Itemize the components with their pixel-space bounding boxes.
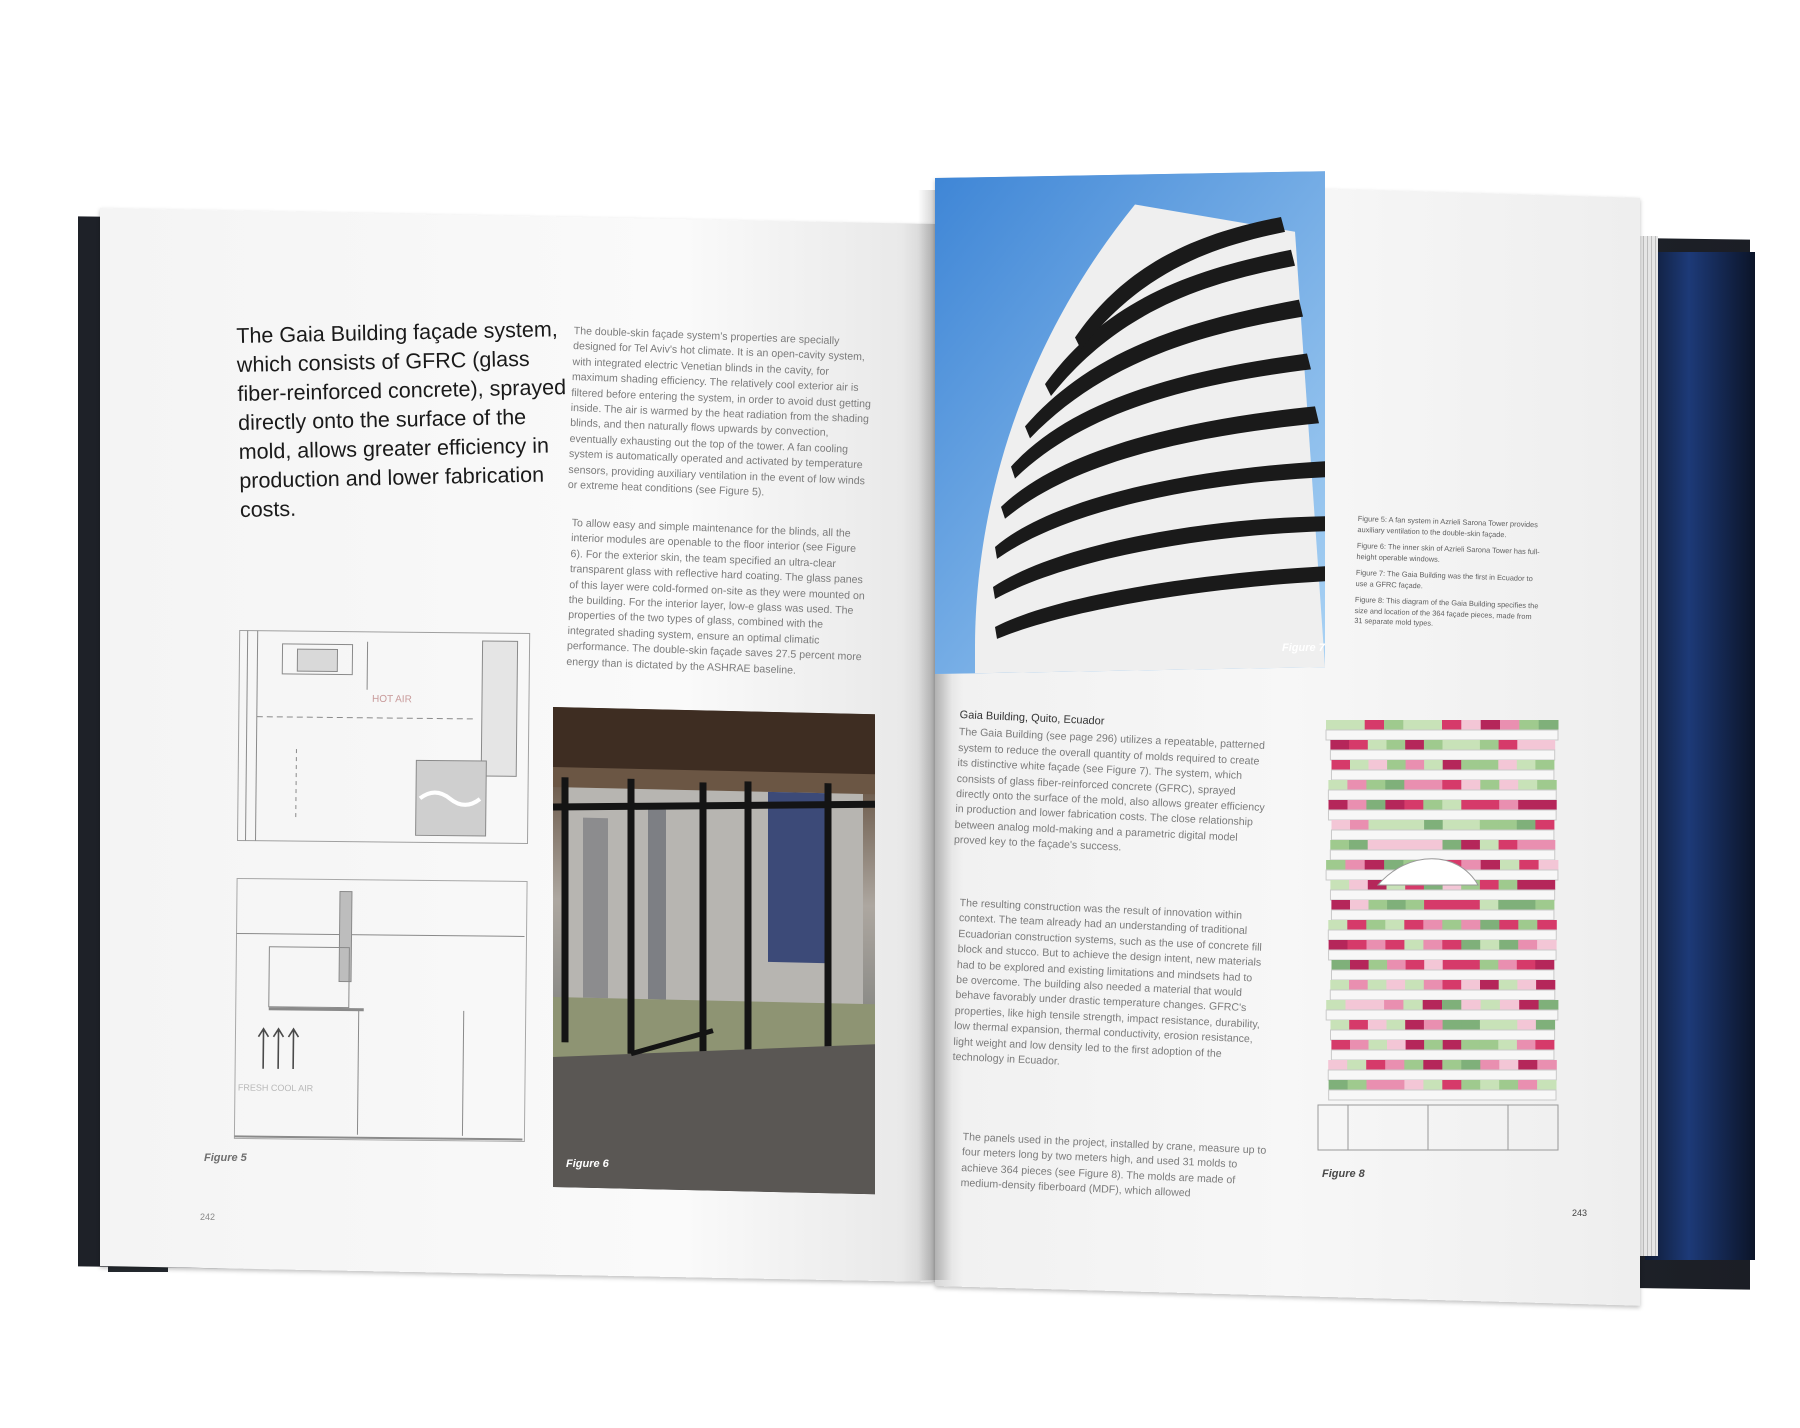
facade-panel (1350, 820, 1369, 830)
page-number-left: 242 (200, 1212, 216, 1222)
facade-band-gap (1328, 1070, 1556, 1080)
facade-band-gap (1331, 910, 1553, 920)
facade-band-gap (1329, 1090, 1556, 1100)
facade-panel (1536, 1020, 1555, 1030)
facade-band-gap (1331, 830, 1553, 840)
facade-panel (1385, 940, 1405, 950)
facade-band-gap (1331, 770, 1553, 780)
facade-panel (1442, 800, 1462, 810)
facade-panel (1480, 1060, 1500, 1070)
page-number-right: 243 (1572, 1208, 1588, 1218)
facade-panel (1500, 860, 1520, 870)
facade-panel (1406, 900, 1425, 910)
figure7-caption: Figure 7 (1282, 642, 1325, 654)
facade-panel (1384, 720, 1404, 730)
facade-panel (1365, 860, 1385, 870)
facade-panel (1348, 940, 1368, 950)
pull-quote: The Gaia Building façade system, which consists of GFRC (glass fiber-reinforced concrete), sprayed directly onto the surface of the mold, allows greater efficiency in production and lower fabrication costs. (236, 317, 567, 522)
facade-panel (1480, 940, 1500, 950)
facade-panel (1404, 920, 1424, 930)
facade-panel (1535, 900, 1554, 910)
facade-panel (1499, 840, 1518, 850)
facade-panel (1366, 920, 1386, 930)
facade-panel (1480, 840, 1499, 850)
facade-panel (1386, 980, 1405, 990)
facade-panel (1539, 860, 1559, 870)
facade-panel (1350, 1040, 1369, 1050)
right-body-section-1 (954, 708, 1272, 863)
facade-panel (1403, 1000, 1423, 1010)
facade-panel (1498, 820, 1517, 830)
facade-panel (1345, 860, 1365, 870)
facade-panel (1461, 720, 1481, 730)
facade-panel (1405, 1020, 1424, 1030)
facade-panel (1330, 840, 1349, 850)
facade-panel (1405, 840, 1424, 850)
fresh-cool-air-label: FRESH COOL AIR (237, 1082, 314, 1094)
facade-panel (1480, 880, 1499, 890)
hot-air-label: HOT AIR (371, 693, 412, 706)
facade-panel (1480, 800, 1500, 810)
facade-panel (1387, 1040, 1406, 1050)
facade-panel (1499, 780, 1519, 790)
facade-panel (1366, 780, 1386, 790)
facade-panel (1330, 740, 1349, 750)
facade-panel (1442, 920, 1462, 930)
facade-panel (1517, 960, 1536, 970)
facade-panel (1461, 1020, 1480, 1030)
facade-panel (1368, 1020, 1387, 1030)
facade-panel (1535, 1040, 1554, 1050)
facade-panel (1385, 920, 1405, 930)
facade-panel (1499, 920, 1519, 930)
facade-panel (1480, 900, 1499, 910)
figure-captions-sidebar (1354, 514, 1543, 639)
facade-panel (1365, 720, 1385, 730)
facade-panel (1499, 740, 1518, 750)
facade-panel (1461, 860, 1481, 870)
facade-panel (1347, 780, 1367, 790)
figure5-caption: Figure 5 (204, 1152, 247, 1164)
facade-panel (1350, 900, 1369, 910)
facade-panel (1461, 740, 1480, 750)
facade-panel (1387, 740, 1406, 750)
facade-panel (1404, 800, 1424, 810)
facade-panel (1386, 1080, 1405, 1090)
facade-panel (1498, 760, 1517, 770)
facade-panel (1403, 720, 1423, 730)
facade-panel (1517, 760, 1536, 770)
facade-panel (1480, 820, 1499, 830)
facade-panel (1329, 800, 1349, 810)
facade-panel (1443, 900, 1462, 910)
facade-panel (1443, 980, 1462, 990)
facade-band-gap (1330, 750, 1554, 760)
facade-panel (1368, 840, 1387, 850)
facade-panel (1369, 760, 1388, 770)
facade-panel (1369, 960, 1388, 970)
left-body-paragraph-2: To allow easy and simple maintenance for the blinds, all the interior modules are openable to the floor interior (see Figure 6). For the exterior skin, the team specified an ultra-clear transparent glass with reflective hard coating. The glass panes of this layer were cold-formed on-site as they were mounted on the building. For the interior layer, low-e glass was used. The properties of the two types of glass, combined with the integrated shading system, ensure an optimal climatic performance. The double-skin façade saves 27.5 percent more energy than is dictated by the ASHRAE baseline. (566, 516, 865, 677)
book-cover-edge-right (1645, 252, 1755, 1260)
facade-panel (1346, 1000, 1366, 1010)
facade-panel (1405, 980, 1424, 990)
facade-panel (1442, 1000, 1462, 1010)
facade-panel (1539, 1000, 1559, 1010)
facade-panel (1536, 980, 1555, 990)
facade-panel (1537, 1080, 1556, 1090)
figure7-building-facade (935, 171, 1325, 674)
facade-panel (1461, 840, 1480, 850)
facade-panel (1424, 840, 1443, 850)
facade-panel (1384, 1000, 1404, 1010)
figure7-photo (935, 171, 1325, 674)
facade-panel (1498, 960, 1517, 970)
facade-panel (1517, 980, 1536, 990)
facade-panel (1443, 1020, 1462, 1030)
facade-panel (1535, 760, 1554, 770)
figure8-caption: Figure 8 (1322, 1168, 1365, 1180)
facade-band-gap (1330, 890, 1554, 900)
right-body-paragraph-2: The resulting construction was the result of innovation within context. The team already had an understanding of traditional Ecuadorian construction systems, such as the use of concrete fill block and stucco. But to achieve the design intent, new materials had to be explored and existing limitations and mindsets had to be overcome. The building also needed a material that would behave favorably under drastic temperature changes. GFRC's properties, like high tensile strength, impact resistance, durability, low thermal expansion, thermal conductivity, erosion resistance, light weight and low density led to the first adoption of the technology in Ecuador. (952, 896, 1263, 1068)
facade-panel (1537, 1060, 1557, 1070)
facade-panel (1537, 920, 1557, 930)
facade-panel (1331, 900, 1350, 910)
facade-panel (1537, 780, 1557, 790)
facade-panel (1480, 920, 1500, 930)
facade-panel (1424, 820, 1443, 830)
caption-figure8: Figure 8: This diagram of the Gaia Building specifies the size and location of the 364 façade pieces, made from 31 separate mold types. (1354, 594, 1539, 628)
facade-band-gap (1331, 970, 1553, 980)
facade-panel (1539, 720, 1559, 730)
facade-panel (1443, 740, 1462, 750)
facade-panel (1349, 980, 1368, 990)
facade-panel (1387, 960, 1406, 970)
facade-panel (1480, 740, 1499, 750)
facade-panel (1517, 1020, 1536, 1030)
right-body-paragraph-3: The panels used in the project, installed by crane, measure up to four meters long by two meters high, and used 31 molds to achieve 364 pieces (see Figure 8). The molds are made of medium-density fiberboard (MDF), which allowed (960, 1130, 1267, 1200)
caption-figure5: Figure 5: A fan system in Azrieli Sarona Tower provides auxiliary ventilation to the double-skin façade. (1357, 514, 1539, 539)
facade-panel (1423, 720, 1443, 730)
figure6-photo (553, 707, 875, 1194)
facade-panel (1461, 920, 1481, 930)
facade-panel (1443, 820, 1462, 830)
facade-panel (1517, 880, 1536, 890)
facade-panel (1347, 920, 1367, 930)
facade-panel (1366, 1060, 1386, 1070)
facade-band-gap (1326, 1010, 1558, 1020)
facade-panel (1331, 1040, 1350, 1050)
figure8-panel-diagram (1308, 710, 1578, 1160)
facade-panel (1332, 760, 1351, 770)
facade-panel (1365, 1000, 1385, 1010)
facade-panel (1369, 820, 1388, 830)
facade-panel (1461, 1000, 1481, 1010)
section-heading: Gaia Building, Quito, Ecuador (959, 708, 1105, 728)
facade-panel (1347, 1060, 1367, 1070)
facade-panel (1461, 940, 1481, 950)
facade-panel (1442, 780, 1462, 790)
right-body-paragraph-1: The Gaia Building (see page 296) utilizes a repeatable, patterned system to reduce the overall quantity of molds required to create its distinctive white façade (see Figure 7). The system, which consists of glass fiber-reinforced concrete (GFRC), sprayed directly onto the surface of the mold, also allows greater efficiency in production and lower fabrication costs. The close relationship between analog mold-making and a parametric digital model proved key to the façade's success. (953, 726, 1266, 854)
facade-panel (1385, 1060, 1405, 1070)
facade-panel (1498, 1040, 1517, 1050)
facade-panel (1461, 820, 1480, 830)
facade-panel (1535, 960, 1554, 970)
facade-panel (1537, 940, 1557, 950)
facade-panel (1349, 740, 1368, 750)
facade-panel (1368, 740, 1387, 750)
facade-panel (1328, 780, 1348, 790)
facade-panel (1481, 1000, 1501, 1010)
facade-panel (1537, 800, 1557, 810)
facade-panel (1424, 980, 1443, 990)
facade-band-gap (1330, 850, 1554, 860)
facade-panel (1498, 900, 1517, 910)
facade-panel (1423, 1060, 1443, 1070)
facade-panel (1328, 920, 1348, 930)
facade-panel (1519, 720, 1539, 730)
facade-panel (1499, 1080, 1518, 1090)
facade-panel (1404, 940, 1424, 950)
facade-panel (1348, 800, 1368, 810)
facade-panel (1406, 760, 1425, 770)
facade-panel (1517, 900, 1536, 910)
facade-panel (1423, 800, 1443, 810)
facade-panel (1369, 1040, 1388, 1050)
facade-panel (1368, 980, 1387, 990)
facade-panel (1348, 1080, 1367, 1090)
facade-panel (1387, 1020, 1406, 1030)
facade-panel (1518, 780, 1538, 790)
facade-panel (1536, 840, 1555, 850)
facade-panel (1518, 800, 1538, 810)
facade-panel (1518, 920, 1538, 930)
facade-band-gap (1330, 990, 1555, 1000)
figure5-section-drawing (232, 628, 537, 1151)
facade-panel (1480, 760, 1499, 770)
facade-panel (1480, 1080, 1499, 1090)
facade-panel (1349, 840, 1368, 850)
facade-panel (1385, 800, 1405, 810)
facade-panel (1326, 1000, 1346, 1010)
facade-panel (1328, 1060, 1348, 1070)
facade-panel (1518, 940, 1538, 950)
facade-panel (1366, 800, 1386, 810)
facade-panel (1350, 960, 1369, 970)
facade-panel (1326, 720, 1346, 730)
facade-panel (1423, 1080, 1442, 1090)
facade-band-gap (1326, 730, 1558, 740)
facade-panel (1387, 820, 1406, 830)
facade-panel (1481, 860, 1501, 870)
facade-panel (1518, 1080, 1537, 1090)
facade-panel (1500, 1000, 1520, 1010)
facade-panel (1424, 900, 1443, 910)
facade-panel (1329, 1080, 1348, 1090)
facade-panel (1499, 1060, 1519, 1070)
facade-panel (1345, 720, 1365, 730)
facade-panel (1461, 760, 1480, 770)
facade-panel (1404, 780, 1424, 790)
facade-panel (1499, 800, 1519, 810)
facade-panel (1442, 940, 1462, 950)
facade-band-gap (1328, 790, 1556, 800)
facade-panel (1519, 860, 1539, 870)
caption-figure7: Figure 7: The Gaia Building was the first in Ecuador to use a GFRC façade. (1355, 567, 1533, 590)
facade-panel (1386, 840, 1405, 850)
facade-panel (1404, 1080, 1423, 1090)
facade-panel (1349, 1020, 1368, 1030)
facade-panel (1461, 1040, 1480, 1050)
facade-panel (1443, 760, 1462, 770)
figure6-caption: Figure 6 (566, 1158, 609, 1170)
facade-panel (1461, 1060, 1481, 1070)
facade-panel (1424, 960, 1443, 970)
facade-panel (1461, 900, 1480, 910)
facade-panel (1329, 940, 1349, 950)
facade-panel (1480, 1020, 1499, 1030)
facade-panel (1369, 900, 1388, 910)
facade-panel (1536, 880, 1555, 890)
facade-panel (1442, 1080, 1461, 1090)
facade-panel (1330, 980, 1349, 990)
facade-panel (1461, 960, 1480, 970)
facade-panel (1330, 880, 1349, 890)
facade-panel (1331, 1020, 1350, 1030)
facade-panel (1517, 1040, 1536, 1050)
facade-panel (1423, 940, 1443, 950)
facade-panel (1424, 740, 1443, 750)
facade-panel (1535, 820, 1554, 830)
facade-panel (1349, 880, 1368, 890)
facade-band-gap (1331, 1050, 1554, 1060)
facade-panel (1424, 760, 1443, 770)
facade-panel (1326, 860, 1346, 870)
facade-panel (1350, 760, 1369, 770)
facade-panel (1424, 1040, 1443, 1050)
facade-band-gap (1328, 930, 1556, 940)
facade-panel (1423, 1000, 1443, 1010)
facade-panel (1480, 960, 1499, 970)
facade-panel (1443, 1040, 1462, 1050)
facade-panel (1442, 720, 1462, 730)
facade-panel (1385, 780, 1405, 790)
facade-panel (1517, 740, 1536, 750)
facade-panel (1404, 1060, 1424, 1070)
facade-panel (1387, 760, 1406, 770)
facade-panel (1461, 980, 1480, 990)
facade-band-gap (1328, 810, 1556, 820)
facade-panel (1442, 1060, 1462, 1070)
figure6-interior-scene (553, 707, 875, 1194)
facade-panel (1443, 840, 1462, 850)
facade-panel (1499, 880, 1518, 890)
facade-panel (1367, 940, 1387, 950)
facade-panel (1499, 940, 1519, 950)
facade-panel (1423, 920, 1443, 930)
facade-panel (1332, 960, 1351, 970)
caption-figure6: Figure 6: The inner skin of Azrieli Sarona Tower has full-height operable windows. (1356, 540, 1540, 564)
facade-panel (1519, 1000, 1539, 1010)
facade-panel (1406, 1040, 1425, 1050)
facade-panel (1480, 980, 1499, 990)
facade-panel (1443, 960, 1462, 970)
facade-panel (1480, 780, 1500, 790)
facade-panel (1332, 820, 1351, 830)
facade-band-gap (1329, 950, 1557, 960)
facade-band-gap (1331, 1030, 1555, 1040)
left-body-paragraph-1: The double-skin façade system's properties are specially designed for Tel Aviv's hot climate. It is an open-cavity system, with integrated electric Venetian blinds in the cavity, for maximum shading efficiency. The relatively cool exterior air is filtered before entering the system, in order to avoid dust getting inside. The air is warmed by the heat radiation from the shading blinds, and then naturally flows upwards by convection, eventually exhausting out the top of the tower. A fan cooling system is automatically operated and activated by temperature sensors, providing auxiliary ventilation in the event of low winds or extreme heat conditions (see Figure 5). (567, 324, 872, 499)
facade-panel (1424, 1020, 1443, 1030)
facade-panel (1518, 1060, 1538, 1070)
facade-panel (1517, 840, 1536, 850)
facade-panel (1499, 980, 1518, 990)
facade-panel (1387, 900, 1406, 910)
facade-panel (1423, 780, 1443, 790)
facade-panel (1499, 1020, 1518, 1030)
facade-panel (1517, 820, 1536, 830)
facade-panel (1461, 780, 1481, 790)
facade-panel (1406, 820, 1425, 830)
facade-panel (1481, 720, 1501, 730)
facade-panel (1461, 800, 1481, 810)
facade-panel (1536, 740, 1555, 750)
facade-panel (1480, 1040, 1499, 1050)
facade-panel (1367, 1080, 1386, 1090)
facade-panel (1405, 740, 1424, 750)
facade-panel (1500, 720, 1520, 730)
facade-panel (1406, 960, 1425, 970)
facade-panel (1461, 1080, 1480, 1090)
